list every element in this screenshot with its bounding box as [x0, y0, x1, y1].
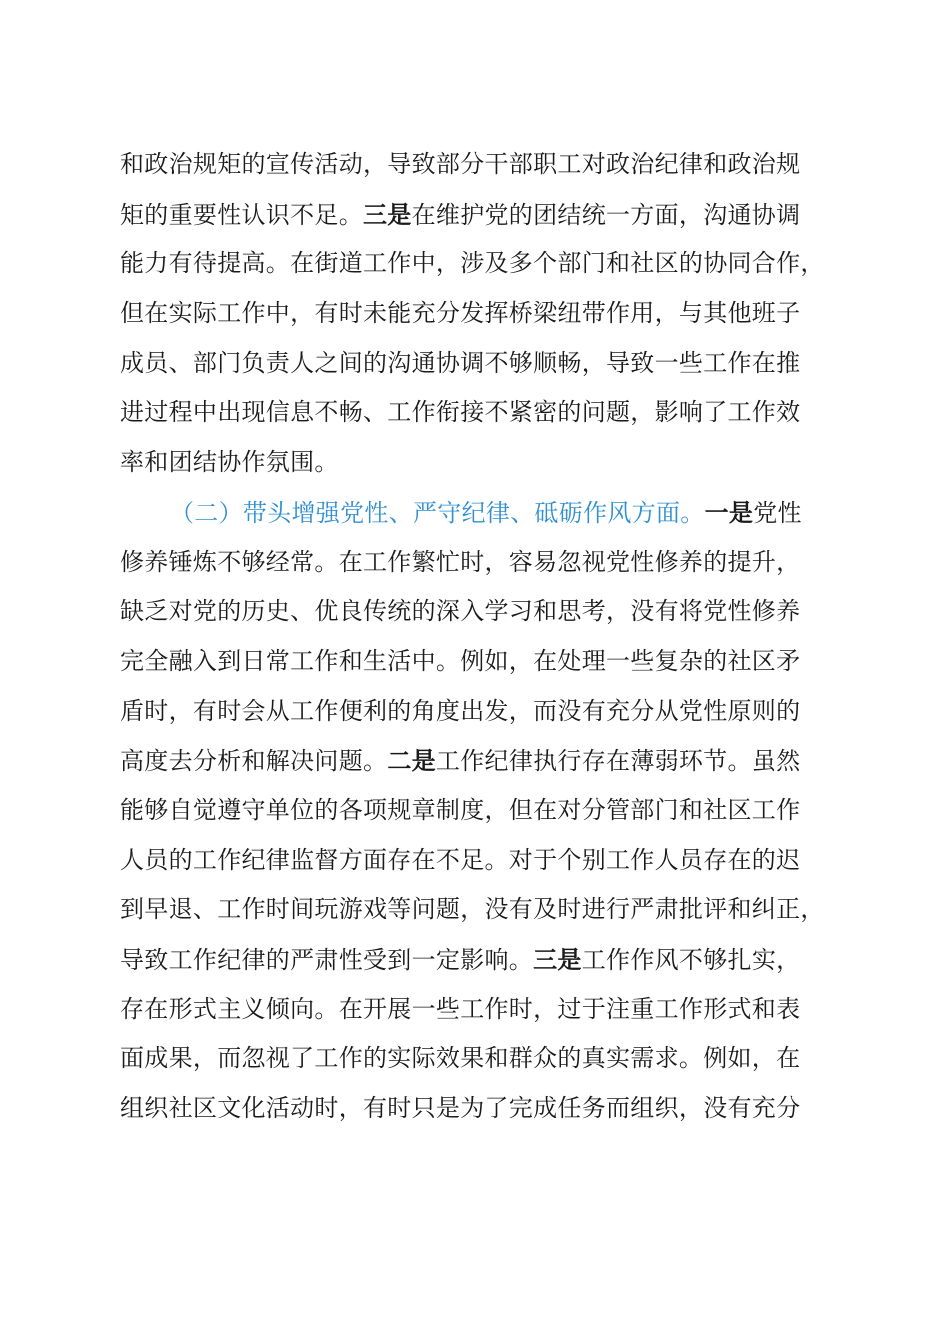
bold-keyword: 二是	[387, 746, 436, 776]
text-line	[120, 587, 830, 637]
text-segment: 能够自觉遵守单位的各项规章制度，但在对分管部门和社区工作	[120, 795, 801, 824]
text-segment: 导致工作纪律的严肃性受到一定影响。	[120, 946, 534, 974]
text-segment: 盾时，有时会从工作便利的角度出发，而没有充分从党性原则的	[120, 696, 801, 725]
text-line	[120, 140, 830, 190]
text-segment: 完全融入到日常工作和生活中。例如，在处理一些复杂的社区矛	[120, 646, 801, 675]
text-line	[120, 1084, 830, 1134]
text-line	[120, 488, 830, 538]
text-line	[120, 339, 830, 389]
text-line	[120, 637, 830, 687]
text-segment: 到早退、工作时间玩游戏等问题，没有及时进行严肃批评和纠正，	[120, 895, 825, 924]
bold-keyword: 三是	[363, 199, 412, 229]
text-line	[120, 289, 830, 339]
text-segment: 高度去分析和解决问题。	[120, 747, 388, 776]
text-line	[120, 935, 830, 985]
section-heading: （二）带头增强党性、严守纪律、砥砺作风方面。	[170, 498, 705, 527]
text-segment: 工作作风不够扎实，	[581, 946, 801, 974]
paragraph-lines	[120, 140, 830, 1134]
text-segment: 人员的工作纪律监督方面存在不足。对于个别工作人员存在的迟	[120, 845, 801, 874]
text-line	[120, 388, 830, 438]
text-line	[120, 885, 830, 935]
text-line	[120, 985, 830, 1035]
text-line	[120, 438, 830, 488]
text-segment: 面成果，而忽视了工作的实际效果和群众的真实需求。例如，在	[120, 1044, 801, 1073]
document-body	[120, 140, 830, 1134]
text-segment: 在维护党的团结统一方面，沟通协调	[411, 200, 801, 229]
text-segment: 进过程中出现信息不畅、工作衔接不紧密的问题，影响了工作效	[120, 398, 801, 427]
text-segment: 修养锤炼不够经常。在工作繁忙时，容易忽视党性修养的提升，	[120, 547, 801, 576]
text-line	[120, 687, 830, 737]
bold-keyword: 三是	[533, 945, 582, 974]
text-segment: 组织社区文化活动时，有时只是为了完成任务而组织，没有充分	[120, 1094, 801, 1123]
text-segment: 和政治规矩的宣传活动，导致部分干部职工对政治纪律和政治规	[120, 150, 801, 178]
text-segment: 工作纪律执行存在薄弱环节。虽然	[435, 747, 801, 776]
text-segment: 成员、部门负责人之间的沟通协调不够顺畅，导致一些工作在推	[120, 348, 801, 377]
bold-keyword: 一是	[704, 497, 754, 527]
text-segment: 能力有待提高。在街道工作中，涉及多个部门和社区的协同合作，	[120, 249, 825, 278]
text-segment: 缺乏对党的历史、优良传统的深入学习和思考，没有将党性修养	[120, 597, 801, 626]
text-line	[120, 538, 830, 588]
text-segment: 党性	[753, 498, 802, 527]
text-segment: 矩的重要性认识不足。	[120, 200, 363, 229]
text-line	[120, 190, 830, 240]
text-line	[120, 736, 830, 786]
text-segment: 率和团结协作氛围。	[120, 448, 339, 477]
text-line	[120, 786, 830, 836]
text-segment: 存在形式主义倾向。在开展一些工作时，过于注重工作形式和表	[120, 994, 801, 1023]
text-segment: 但在实际工作中，有时未能充分发挥桥梁纽带作用，与其他班子	[120, 299, 801, 328]
text-line	[120, 1034, 830, 1084]
text-line	[120, 836, 830, 886]
text-line	[120, 239, 830, 289]
